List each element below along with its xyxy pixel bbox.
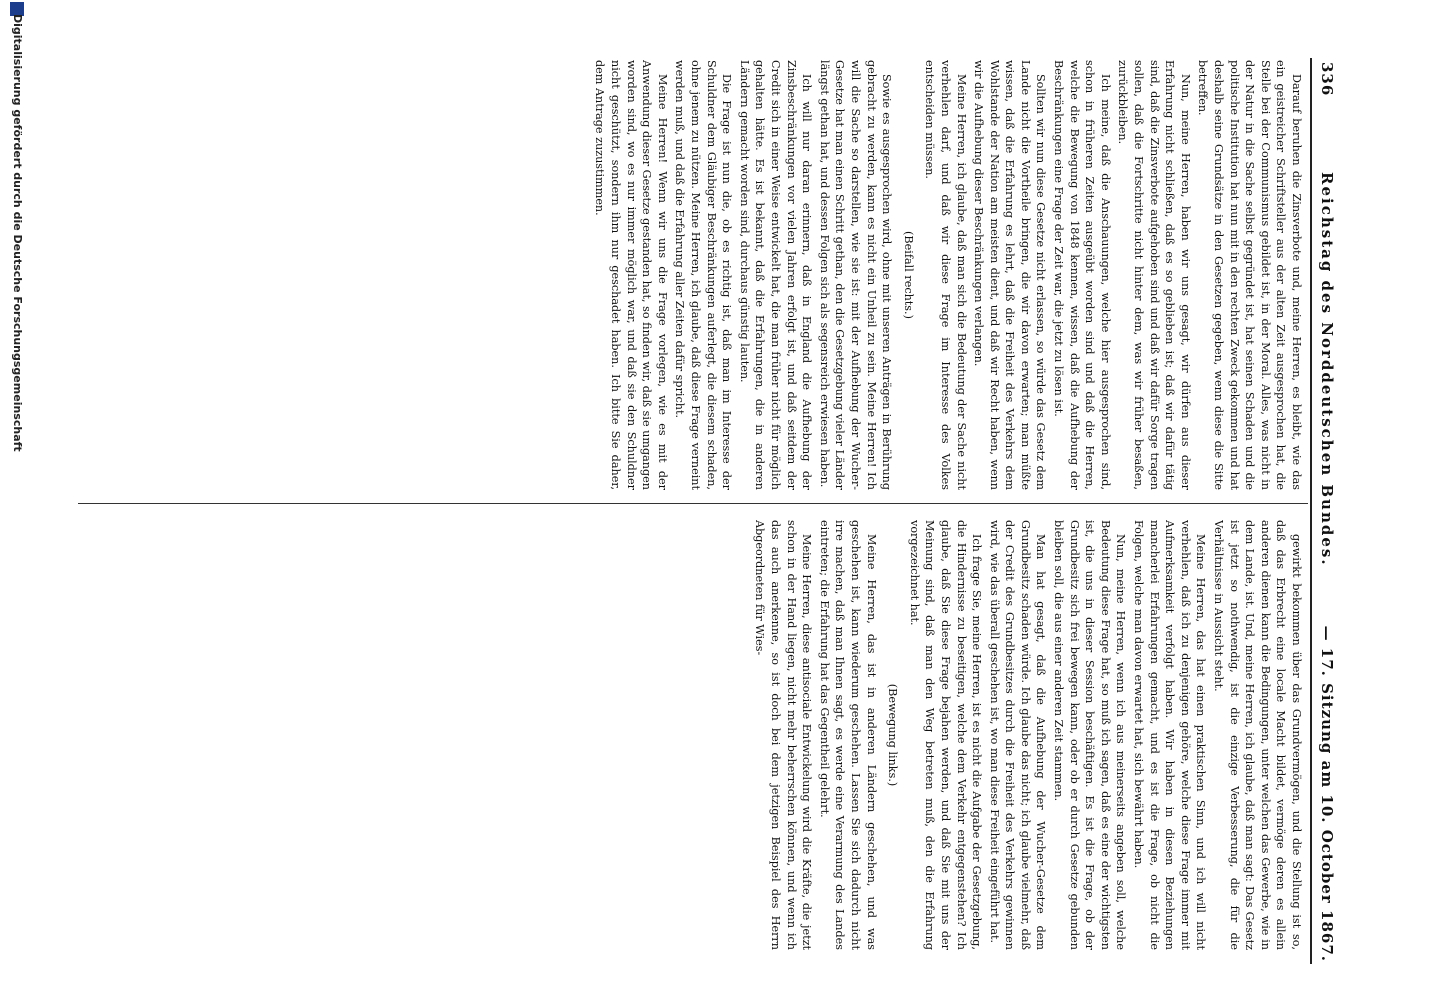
text-paragraph: Sollten wir nun diese Gesetze nicht erlassen, so würde das Gesetz dem Lande nicht die Vortheile bringen, die wir davon erwarten; man müßte wissen, daß die Erfahrung es lehrt, daß die Freiheit des Verkehrs dem Wohlstande der Nation am meisten dient, und daß wir Recht haben, wenn wir die Aufhebung dieser Beschränkungen verlangen. [972, 60, 1048, 490]
page-header [1312, 62, 1336, 962]
text-paragraph: Sowie es ausgesprochen wird, ohne mit unseren Anträgen in Berührung gebracht zu werden, kann es nicht ein Unheil zu sein. Meine Herren! Ich will die Sache so darstellen, wie sie ist: mit der Aufhebung der Wucher-Gesetze hat man einen Schritt gethan, den die Gesetzgebung vieler Länder längst gethan hat, und dessen Folgen sich als segensreich erwiesen haben. [817, 60, 894, 490]
speech-interjection: (Beifall rechts.) [901, 231, 915, 319]
text-paragraph: Die Frage ist nun die, ob es richtig ist, daß man im Interesse der Schuldner dem Gläubiger Beschränkungen auferlegt, die diesem schaden, ohne jenem zu nützen. Meine Herren, ich glaube, daß diese Frage verneint werden muß, und daß die Erfahrung aller Zeiten dafür spricht. [673, 60, 734, 490]
text-paragraph: Man hat gesagt, daß die Aufhebung der Wucher-Gesetze dem Grundbesitz schaden würde. Ich glaube das nicht; ich glaube vielmehr, daß der Credit des Grundbesitzes durch die Freiheit des Verkehrs gewinnen wird, wie das überall geschehen ist, wo man diese Freiheit eingeführt hat. [987, 520, 1048, 950]
text-paragraph: Ich meine, daß die Anschauungen, welche hier ausgesprochen sind, schon in früheren Zeiten ausgeübt worden sind und daß die Herren, welche die Bewegung von 1848 kennen, wissen, daß die Aufhebung der Beschränkungen eine Frage der Zeit war, die jetzt zu lösen ist. [1052, 60, 1112, 490]
digitization-credit: Digitalisierung gefördert durch die Deutsche Forschungsgemeinschaft [11, 14, 24, 452]
page-number: 336 [1318, 62, 1336, 97]
column-divider [78, 503, 1308, 504]
text-paragraph: Meine Herren, das ist in anderen Ländern geschehen, und was geschehen ist, kann wiederum geschehen. Lassen Sie sich dadurch nicht irre machen, daß man Ihnen sagt, es werde eine Verarmung des Landes eintreten; die Erfahrung hat das Gegentheil gelehrt. [817, 520, 878, 950]
text-paragraph: Nun, meine Herren, haben wir uns gesagt, wir dürfen aus dieser Erfahrung nicht schließen, daß es so geblieben ist; daß wir dafür tätig sind, daß die Zinsverbote aufgehoben sind und daß wir dafür Sorge tragen sollen, daß die Fortschritte nicht hinter dem, was wir früher besaßen, zurückbleiben. [1116, 60, 1192, 490]
page-footer [8, 0, 24, 1000]
text-paragraph: Ich will nur daran erinnern, daß in England die Aufhebung der Zinsbeschränkungen vor vielen Jahren erfolgt ist, und daß seitdem der Credit sich in einer Weise entwickelt hat, die man früher nicht für möglich gehalten hätte. Es ist bekannt, daß die Erfahrungen, die in anderen Ländern gemacht worden sind, durchaus günstig lauten. [737, 60, 814, 490]
text-paragraph: Meine Herren, diese antisociale Entwickelung wird die Kräfte, die jetzt schon in der Hand liegen, nicht mehr beherrschen können, und wenn ich das auch anerkenne, so ist doch bei dem jetzigen Beispiel des Herrn Abgeordneten für Wies- [753, 520, 814, 950]
text-paragraph: Meine Herren! Wenn wir uns die Frage vorlegen, wie es mit der Anwendung dieser Gesetze gestanden hat, so finden wir, daß sie umgangen worden sind, wo es nur immer möglich war, und daß sie den Schuldner nicht geschützt, sondern ihm nur geschadet haben. Ich bitte Sie daher, dem Antrage zuzustimmen. [593, 60, 669, 490]
session-date: — 17. Sitzung am 10. October 1867. [1318, 625, 1336, 962]
text-paragraph: Nun, meine Herren, wenn ich aus meinerseits angeben soll, welche Bedeutung diese Frage hat, so muß ich sagen, daß es eine der wichtigsten ist, die uns in dieser Session beschäftigen. Es ist die Frage, ob der Grundbesitz sich frei bewegen kann, oder ob er durch Gesetze gebunden bleiben soll, die aus einer anderen Zeit stammen. [1052, 520, 1128, 950]
right-column [84, 520, 1304, 950]
page-title: Reichstag des Norddeutschen Bundes. [1318, 172, 1336, 567]
speech-interjection: (Bewegung links.) [886, 683, 900, 787]
text-paragraph: Darauf beruhen die Zinsverbote und, meine Herren, es bleibt, wie das ein geistreicher Schriftsteller aus der alten Zeit ausgesprochen hat, die Stelle bei der Communismus gebildet ist, in der Moral. Alles, was nicht in der Natur in die Sache selbst gegründet ist, hat seinen Schaden und die politische Institution hat nun mit in den rechten Zweck gekommen und hat deshalb seine Grundsätze in den Gesetzen gegeben, wenn diese die Sitte betreffen. [1196, 60, 1303, 490]
left-column [84, 60, 1304, 490]
header-rule [1310, 58, 1312, 964]
text-paragraph: Meine Herren, ich glaube, daß man sich die Bedeutung der Sache nicht verhehlen darf, und daß wir diese Frage im Interesse des Volkes entscheiden müssen. [923, 60, 968, 490]
text-paragraph: gewirkt bekommen über das Grundvermögen, und die Stellung ist so, daß das Erbrecht eine locale Macht bildet, vermöge deren es allein anderen dienen kann die Bedingungen, unter welchen das Gewerbe, wie in dem Lande, ist. Und, meine Herren, ich glaube, daß man sagt: Das Gesetz ist jetzt so nothwendig, ist die einzige Verbesserung, die für die Verhältnisse in Aussicht steht. [1212, 520, 1303, 950]
text-paragraph: Ich frage Sie, meine Herren, ist es nicht die Aufgabe der Gesetzgebung, die Hindernisse zu beseitigen, welche dem Verkehr entgegenstehen? Ich glaube, daß Sie diese Frage bejahen werden, und daß Sie mit uns der Meinung sind, daß man den Weg betreten muß, den die Erfahrung vorgezeichnet hat. [907, 520, 984, 950]
text-paragraph: Meine Herren, das hat einen praktischen Sinn, und ich will nicht verhehlen, daß ich zu denjenigen gehöre, welche diese Frage immer mit Aufmerksamkeit verfolgt haben. Wir haben in diesen Beziehungen mancherlei Erfahrungen gemacht, und es ist die Frage, ob nicht die Folgen, welche man davon erwartet hat, sich bewährt haben. [1132, 520, 1208, 950]
